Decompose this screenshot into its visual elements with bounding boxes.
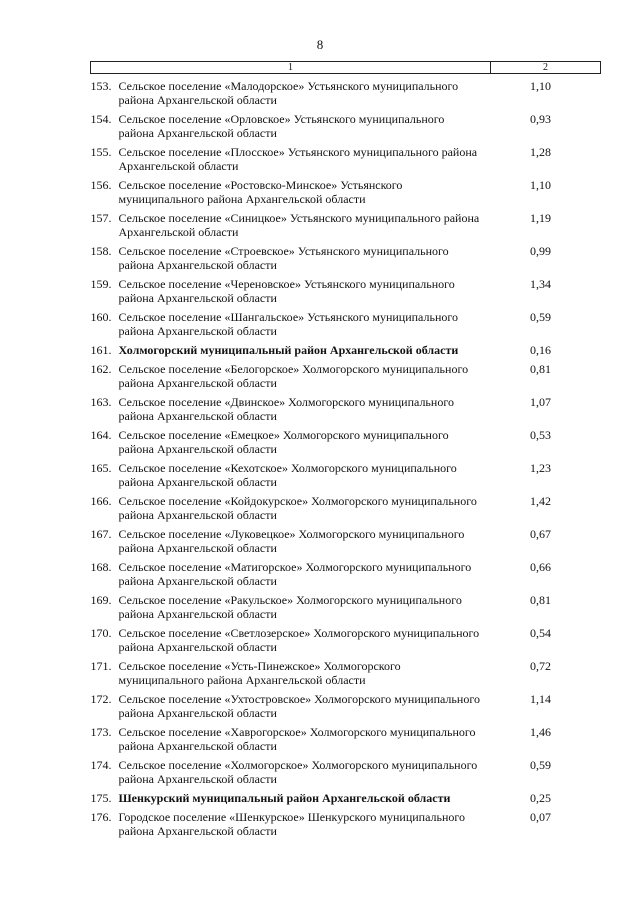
row-number: 170. xyxy=(90,626,112,640)
table-row xyxy=(91,522,601,555)
entry xyxy=(91,428,491,456)
row-number: 172. xyxy=(90,692,112,706)
entry xyxy=(91,178,491,206)
table-row xyxy=(91,654,601,687)
entry-cell xyxy=(91,588,491,621)
entry xyxy=(91,145,491,173)
entry xyxy=(91,626,491,654)
row-text: Холмогорский муниципальный район Архангельской области xyxy=(118,343,459,357)
row-number: 153. xyxy=(90,79,112,93)
entry xyxy=(91,593,491,621)
page-number: 8 xyxy=(316,37,324,52)
entry xyxy=(91,725,491,753)
row-value: 0,99 xyxy=(530,244,551,258)
row-text: Городское поселение «Шенкурское» Шенкурского муниципального района Архангельской области xyxy=(118,810,466,838)
entry-cell xyxy=(91,654,491,687)
entry-cell xyxy=(91,173,491,206)
row-text: Сельское поселение «Ростовско-Минское» Устьянского муниципального района Архангельской области xyxy=(118,178,403,206)
row-value: 1,23 xyxy=(530,461,551,475)
entry-cell xyxy=(91,357,491,390)
row-value: 0,53 xyxy=(530,428,551,442)
row-value: 0,81 xyxy=(530,593,551,607)
row-value: 1,10 xyxy=(530,79,551,93)
row-value: 1,34 xyxy=(530,277,551,291)
row-number: 176. xyxy=(90,810,112,824)
entry-cell xyxy=(91,621,491,654)
row-text: Сельское поселение «Орловское» Устьянского муниципального района Архангельской области xyxy=(118,112,445,140)
row-number: 168. xyxy=(90,560,112,574)
table-row xyxy=(91,687,601,720)
row-value: 1,46 xyxy=(530,725,551,739)
entry xyxy=(91,560,491,588)
entry xyxy=(91,362,491,390)
table-row-district xyxy=(91,338,601,357)
entry xyxy=(91,343,491,357)
entry-cell xyxy=(91,786,491,805)
row-number: 166. xyxy=(90,494,112,508)
row-value: 0,93 xyxy=(530,112,551,126)
entry-cell xyxy=(91,272,491,305)
entry-cell xyxy=(91,140,491,173)
table-row xyxy=(91,206,601,239)
entry xyxy=(91,277,491,305)
entry xyxy=(91,659,491,687)
entry-cell xyxy=(91,338,491,357)
row-value: 0,72 xyxy=(530,659,551,673)
table-header-row xyxy=(91,62,601,74)
row-number: 161. xyxy=(90,343,112,357)
entry xyxy=(91,692,491,720)
row-value: 1,42 xyxy=(530,494,551,508)
table-row xyxy=(91,173,601,206)
table-row xyxy=(91,423,601,456)
column-header-2: 2 xyxy=(491,62,601,74)
row-number: 173. xyxy=(90,725,112,739)
row-text: Сельское поселение «Кехотское» Холмогорского муниципального района Архангельской области xyxy=(118,461,457,489)
row-number: 171. xyxy=(90,659,112,673)
entry-cell xyxy=(91,805,491,838)
row-value: 1,07 xyxy=(530,395,551,409)
row-text: Сельское поселение «Плосское» Устьянского муниципального района Архангельской области xyxy=(118,145,478,173)
table-row xyxy=(91,272,601,305)
entry xyxy=(91,527,491,555)
row-value: 0,54 xyxy=(530,626,551,640)
table-row xyxy=(91,357,601,390)
row-text: Сельское поселение «Строевское» Устьянского муниципального района Архангельской области xyxy=(118,244,449,272)
entry xyxy=(91,791,491,805)
entry-cell xyxy=(91,720,491,753)
row-text: Сельское поселение «Светлозерское» Холмогорского муниципального района Архангельской области xyxy=(118,626,480,654)
entry-cell xyxy=(91,305,491,338)
row-value: 1,14 xyxy=(530,692,551,706)
entry xyxy=(91,211,491,239)
row-number: 162. xyxy=(90,362,112,376)
table-row xyxy=(91,720,601,753)
entry-cell xyxy=(91,74,491,108)
row-value: 1,19 xyxy=(530,211,551,225)
entry xyxy=(91,758,491,786)
row-value: 0,59 xyxy=(530,758,551,772)
row-number: 160. xyxy=(90,310,112,324)
table-row xyxy=(91,489,601,522)
row-text: Сельское поселение «Койдокурское» Холмогорского муниципального района Архангельской области xyxy=(118,494,477,522)
entry xyxy=(91,112,491,140)
row-number: 167. xyxy=(90,527,112,541)
table-row xyxy=(91,74,601,108)
row-text: Сельское поселение «Белогорское» Холмогорского муниципального района Архангельской области xyxy=(118,362,469,390)
row-text: Сельское поселение «Усть-Пинежское» Холмогорского муниципального района Архангельской области xyxy=(118,659,401,687)
entry-cell xyxy=(91,107,491,140)
row-value: 0,16 xyxy=(530,343,551,357)
row-text: Шенкурский муниципальный район Архангельской области xyxy=(118,791,451,805)
table-row xyxy=(91,456,601,489)
row-value: 1,10 xyxy=(530,178,551,192)
entry xyxy=(91,244,491,272)
entry xyxy=(91,395,491,423)
row-number: 157. xyxy=(90,211,112,225)
row-number: 158. xyxy=(90,244,112,258)
row-text: Сельское поселение «Малодорское» Устьянского муниципального района Архангельской области xyxy=(118,79,459,107)
entry-cell xyxy=(91,555,491,588)
entry xyxy=(91,461,491,489)
row-text: Сельское поселение «Матигорское» Холмогорского муниципального района Архангельской области xyxy=(118,560,472,588)
column-header-1: 1 xyxy=(91,62,491,74)
table-row xyxy=(91,390,601,423)
entry-cell xyxy=(91,239,491,272)
table-row xyxy=(91,805,601,838)
table-row xyxy=(91,140,601,173)
table-row xyxy=(91,621,601,654)
entry-cell xyxy=(91,456,491,489)
table-row xyxy=(91,107,601,140)
data-table xyxy=(90,61,601,838)
row-number: 159. xyxy=(90,277,112,291)
entry-cell xyxy=(91,687,491,720)
table-row xyxy=(91,555,601,588)
entry xyxy=(91,494,491,522)
entry xyxy=(91,79,491,107)
entry xyxy=(91,810,491,838)
row-text: Сельское поселение «Хаврогорское» Холмогорского муниципального района Архангельской области xyxy=(118,725,476,753)
row-value: 0,81 xyxy=(530,362,551,376)
entry-cell xyxy=(91,423,491,456)
row-number: 174. xyxy=(90,758,112,772)
row-text: Сельское поселение «Ухтостровское» Холмогорского муниципального района Архангельской области xyxy=(118,692,480,720)
table-body xyxy=(91,74,601,839)
entry xyxy=(91,310,491,338)
table-row xyxy=(91,239,601,272)
row-value: 1,28 xyxy=(530,145,551,159)
row-number: 169. xyxy=(90,593,112,607)
table-row xyxy=(91,753,601,786)
row-text: Сельское поселение «Емецкое» Холмогорского муниципального района Архангельской области xyxy=(118,428,449,456)
entry-cell xyxy=(91,753,491,786)
row-number: 164. xyxy=(90,428,112,442)
row-number: 156. xyxy=(90,178,112,192)
row-value: 0,67 xyxy=(530,527,551,541)
row-value: 0,66 xyxy=(530,560,551,574)
entry-cell xyxy=(91,489,491,522)
row-number: 154. xyxy=(90,112,112,126)
row-text: Сельское поселение «Череновское» Устьянского муниципального района Архангельской области xyxy=(118,277,455,305)
row-number: 163. xyxy=(90,395,112,409)
row-text: Сельское поселение «Шангальское» Устьянского муниципального района Архангельской области xyxy=(118,310,458,338)
entry-cell xyxy=(91,390,491,423)
row-text: Сельское поселение «Двинское» Холмогорского муниципального района Архангельской области xyxy=(118,395,454,423)
row-text: Сельское поселение «Луковецкое» Холмогорского муниципального района Архангельской области xyxy=(118,527,465,555)
row-value: 0,25 xyxy=(530,791,551,805)
row-number: 165. xyxy=(90,461,112,475)
entry-cell xyxy=(91,206,491,239)
row-number: 155. xyxy=(90,145,112,159)
row-text: Сельское поселение «Синицкое» Устьянского муниципального района Архангельской области xyxy=(118,211,480,239)
row-number: 175. xyxy=(90,791,112,805)
row-value: 0,59 xyxy=(530,310,551,324)
table-row xyxy=(91,305,601,338)
row-text: Сельское поселение «Холмогорское» Холмогорского муниципального района Архангельской области xyxy=(118,758,478,786)
table-row xyxy=(91,588,601,621)
row-value: 0,07 xyxy=(530,810,551,824)
row-text: Сельское поселение «Ракульское» Холмогорского муниципального района Архангельской области xyxy=(118,593,462,621)
table-row-district xyxy=(91,786,601,805)
entry-cell xyxy=(91,522,491,555)
